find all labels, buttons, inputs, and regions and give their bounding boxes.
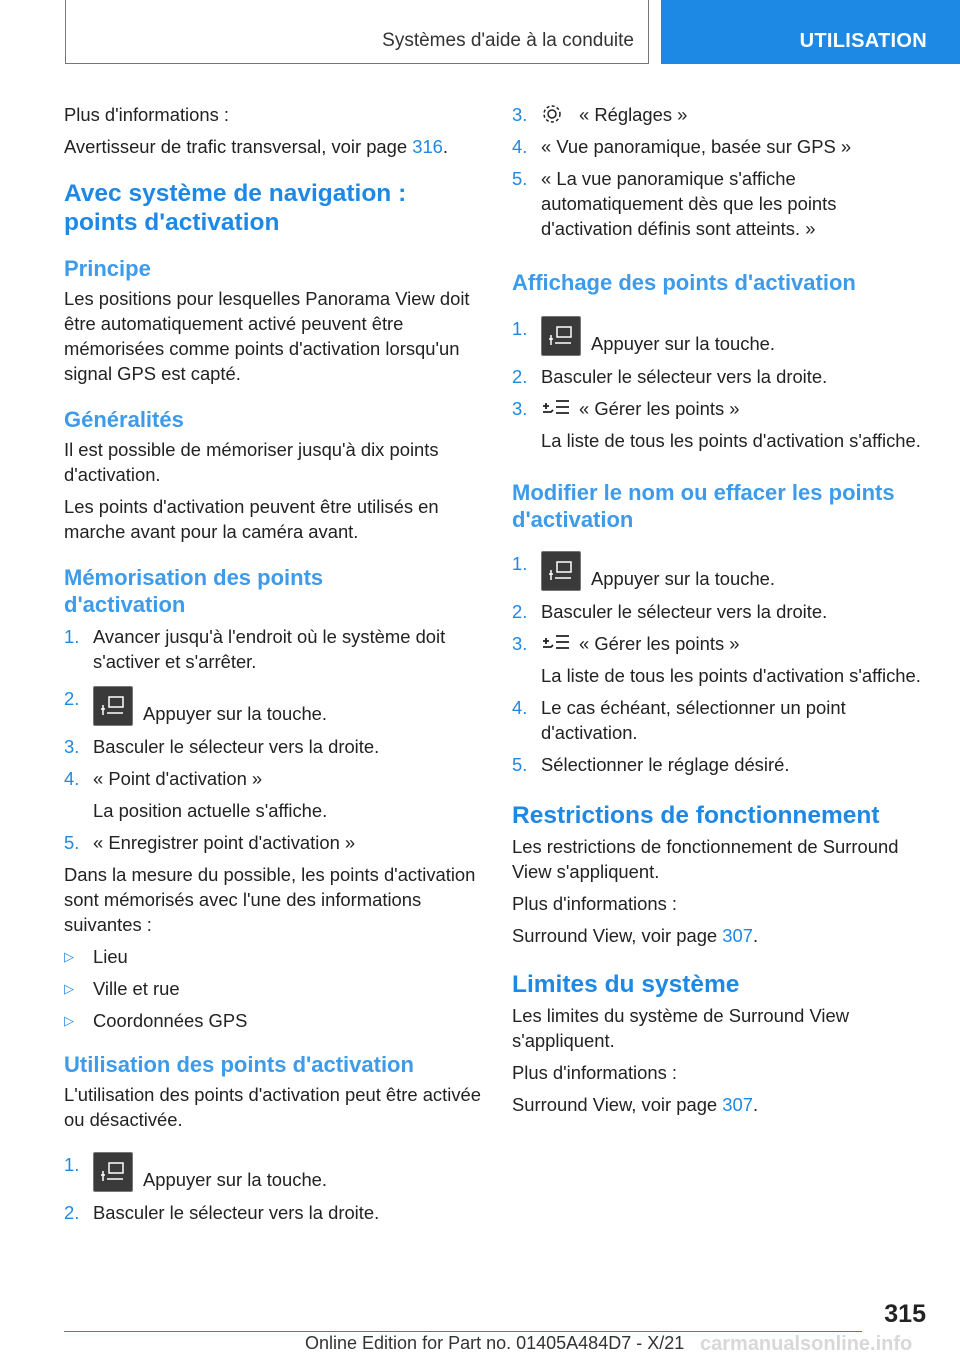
page-link-307[interactable]: 307 xyxy=(722,925,753,946)
heading-principe: Principe xyxy=(64,256,151,281)
step-text: Appuyer sur la touche. xyxy=(591,333,776,354)
cross-ref-end: . xyxy=(442,136,449,157)
header-chapter-label: UTILISATION xyxy=(799,30,927,52)
step-number: 1. xyxy=(64,626,80,647)
heading-memorisation: Mémorisation des points d'activation xyxy=(64,565,324,617)
step-text: Basculer le sélecteur vers la droite. xyxy=(93,1202,380,1223)
settings-gear-icon xyxy=(541,103,571,125)
step-number: 4. xyxy=(512,136,528,157)
principe-text: Les positions pour lesquelles Panorama View doit être automatiquement activé peuvent être mémorisées comme points d'activation lorsqu'un signal GPS est capté. xyxy=(64,288,470,384)
bullet-text: Lieu xyxy=(93,946,128,967)
step-number: 1. xyxy=(512,318,528,339)
list-item xyxy=(512,599,932,624)
step-text: « Point d'activation » xyxy=(93,768,263,789)
step-text: Appuyer sur la touche. xyxy=(143,1169,328,1190)
step-number: 1. xyxy=(512,553,528,574)
step-text: « Gérer les points » xyxy=(579,633,740,654)
step-text: Appuyer sur la touche. xyxy=(143,703,328,724)
header-section-box xyxy=(65,0,649,64)
list-item xyxy=(512,752,932,777)
cross-ref-text: Avertisseur de trafic transversal, voir page xyxy=(64,136,413,157)
footer-divider xyxy=(64,1331,862,1332)
step-number: 5. xyxy=(64,832,80,853)
cross-ref-paragraph xyxy=(64,134,484,159)
memo-bullets-list xyxy=(64,944,484,1033)
list-item xyxy=(64,1200,484,1225)
step-number: 2. xyxy=(64,688,80,709)
manage-points-icon xyxy=(541,632,571,654)
restrictions-ref-paragraph xyxy=(512,923,932,948)
list-item xyxy=(64,1008,484,1033)
list-item xyxy=(512,631,932,688)
list-item xyxy=(512,316,932,356)
restrictions-more-info: Plus d'informations : xyxy=(512,893,678,914)
bullet-icon: ▷ xyxy=(64,949,74,964)
step-number: 4. xyxy=(512,697,528,718)
step-number: 1. xyxy=(64,1154,80,1175)
heading-modifier: Modifier le nom ou effacer les points d'activation xyxy=(512,480,895,532)
limites-ref-paragraph xyxy=(512,1092,932,1117)
util-steps-list xyxy=(64,1152,484,1225)
limites-text: Les limites du système de Surround View s'appliquent. xyxy=(512,1005,849,1051)
step-text: « Réglages » xyxy=(579,104,688,125)
step-text: « Enregistrer point d'activation » xyxy=(93,832,356,853)
step-subtext: La liste de tous les points d'activation s'affiche. xyxy=(541,665,921,686)
step-text: « Vue panoramique, basée sur GPS » xyxy=(541,136,852,157)
util-steps-cont-list xyxy=(512,102,932,241)
ref-end: . xyxy=(752,925,759,946)
bullet-text: Coordonnées GPS xyxy=(93,1010,248,1031)
step-number: 2. xyxy=(512,601,528,622)
memo-after-text: Dans la mesure du possible, les points d'activation sont mémorisés avec l'une des informations suivantes : xyxy=(64,864,476,935)
list-item xyxy=(512,695,932,745)
step-number: 3. xyxy=(64,736,80,757)
generalites-text-1: Il est possible de mémoriser jusqu'à dix points d'activation. xyxy=(64,439,439,485)
step-text: Basculer le sélecteur vers la droite. xyxy=(541,601,828,622)
step-text: Basculer le sélecteur vers la droite. xyxy=(93,736,380,757)
camera-button-icon xyxy=(93,686,133,726)
page-number: 315 xyxy=(884,1300,926,1328)
heading-generalites: Généralités xyxy=(64,407,184,432)
step-text: Avancer jusqu'à l'endroit où le système doit s'activer et s'arrêter. xyxy=(93,626,446,672)
list-item xyxy=(64,830,484,855)
page-link-307[interactable]: 307 xyxy=(722,1094,753,1115)
step-text: Le cas échéant, sélectionner un point d'activation. xyxy=(541,697,846,743)
manage-points-icon xyxy=(541,397,571,419)
heading-limites: Limites du système xyxy=(512,971,740,998)
step-number: 3. xyxy=(512,633,528,654)
ref-text: Surround View, voir page xyxy=(512,1094,723,1115)
bullet-icon: ▷ xyxy=(64,981,74,996)
step-number: 5. xyxy=(512,168,528,189)
camera-button-icon xyxy=(541,551,581,591)
step-number: 3. xyxy=(512,398,528,419)
list-item xyxy=(64,766,484,823)
step-number: 2. xyxy=(64,1202,80,1223)
step-text: Sélectionner le réglage désiré. xyxy=(541,754,790,775)
footer-edition: Online Edition for Part no. 01405A484D7 - X/21 xyxy=(305,1333,685,1353)
step-text: « Gérer les points » xyxy=(579,398,740,419)
more-info-label: Plus d'informations : xyxy=(64,104,230,125)
restrictions-text: Les restrictions de fonctionnement de Surround View s'appliquent. xyxy=(512,836,899,882)
list-item xyxy=(64,1152,484,1192)
camera-button-icon xyxy=(93,1152,133,1192)
heading-restrictions: Restrictions de fonctionnement xyxy=(512,802,880,829)
heading-affichage: Affichage des points d'activation xyxy=(512,270,856,295)
step-number: 2. xyxy=(512,366,528,387)
step-number: 4. xyxy=(64,768,80,789)
list-item xyxy=(512,102,932,127)
list-item xyxy=(64,734,484,759)
page-link-316[interactable]: 316 xyxy=(412,136,443,157)
bullet-text: Ville et rue xyxy=(93,978,180,999)
left-column xyxy=(64,102,484,1225)
utilisation-text: L'utilisation des points d'activation peut être activée ou désactivée. xyxy=(64,1084,481,1130)
list-item xyxy=(512,166,932,241)
bullet-icon: ▷ xyxy=(64,1013,74,1028)
list-item xyxy=(512,364,932,389)
step-number: 5. xyxy=(512,754,528,775)
list-item xyxy=(64,976,484,1001)
step-text: Appuyer sur la touche. xyxy=(591,568,776,589)
list-item xyxy=(64,624,484,674)
heading-utilisation: Utilisation des points d'activation xyxy=(64,1052,414,1077)
limites-more-info: Plus d'informations : xyxy=(512,1062,678,1083)
watermark: carmanualsonline.info xyxy=(700,1333,913,1355)
modifier-steps-list xyxy=(512,551,932,777)
step-subtext: La liste de tous les points d'activation s'affiche. xyxy=(541,430,921,451)
step-text: « La vue panoramique s'affiche automatiquement dès que les points d'activation définis sont atteints. » xyxy=(541,168,837,239)
heading-navigation: Avec système de navigation : points d'activation xyxy=(64,180,407,236)
header-section-title: Systèmes d'aide à la conduite xyxy=(382,30,634,51)
ref-text: Surround View, voir page xyxy=(512,925,723,946)
header-chapter-tab[interactable] xyxy=(661,0,960,64)
step-number: 3. xyxy=(512,104,528,125)
step-text: Basculer le sélecteur vers la droite. xyxy=(541,366,828,387)
list-item xyxy=(64,686,484,726)
generalites-text-2: Les points d'activation peuvent être utilisés en marche avant pour la caméra avant. xyxy=(64,496,439,542)
camera-button-icon xyxy=(541,316,581,356)
list-item xyxy=(64,944,484,969)
right-column xyxy=(512,102,932,1117)
list-item xyxy=(512,396,932,453)
ref-end: . xyxy=(752,1094,759,1115)
affichage-steps-list xyxy=(512,316,932,453)
list-item xyxy=(512,551,932,591)
list-item xyxy=(512,134,932,159)
memo-steps-list xyxy=(64,624,484,855)
step-subtext: La position actuelle s'affiche. xyxy=(93,800,328,821)
